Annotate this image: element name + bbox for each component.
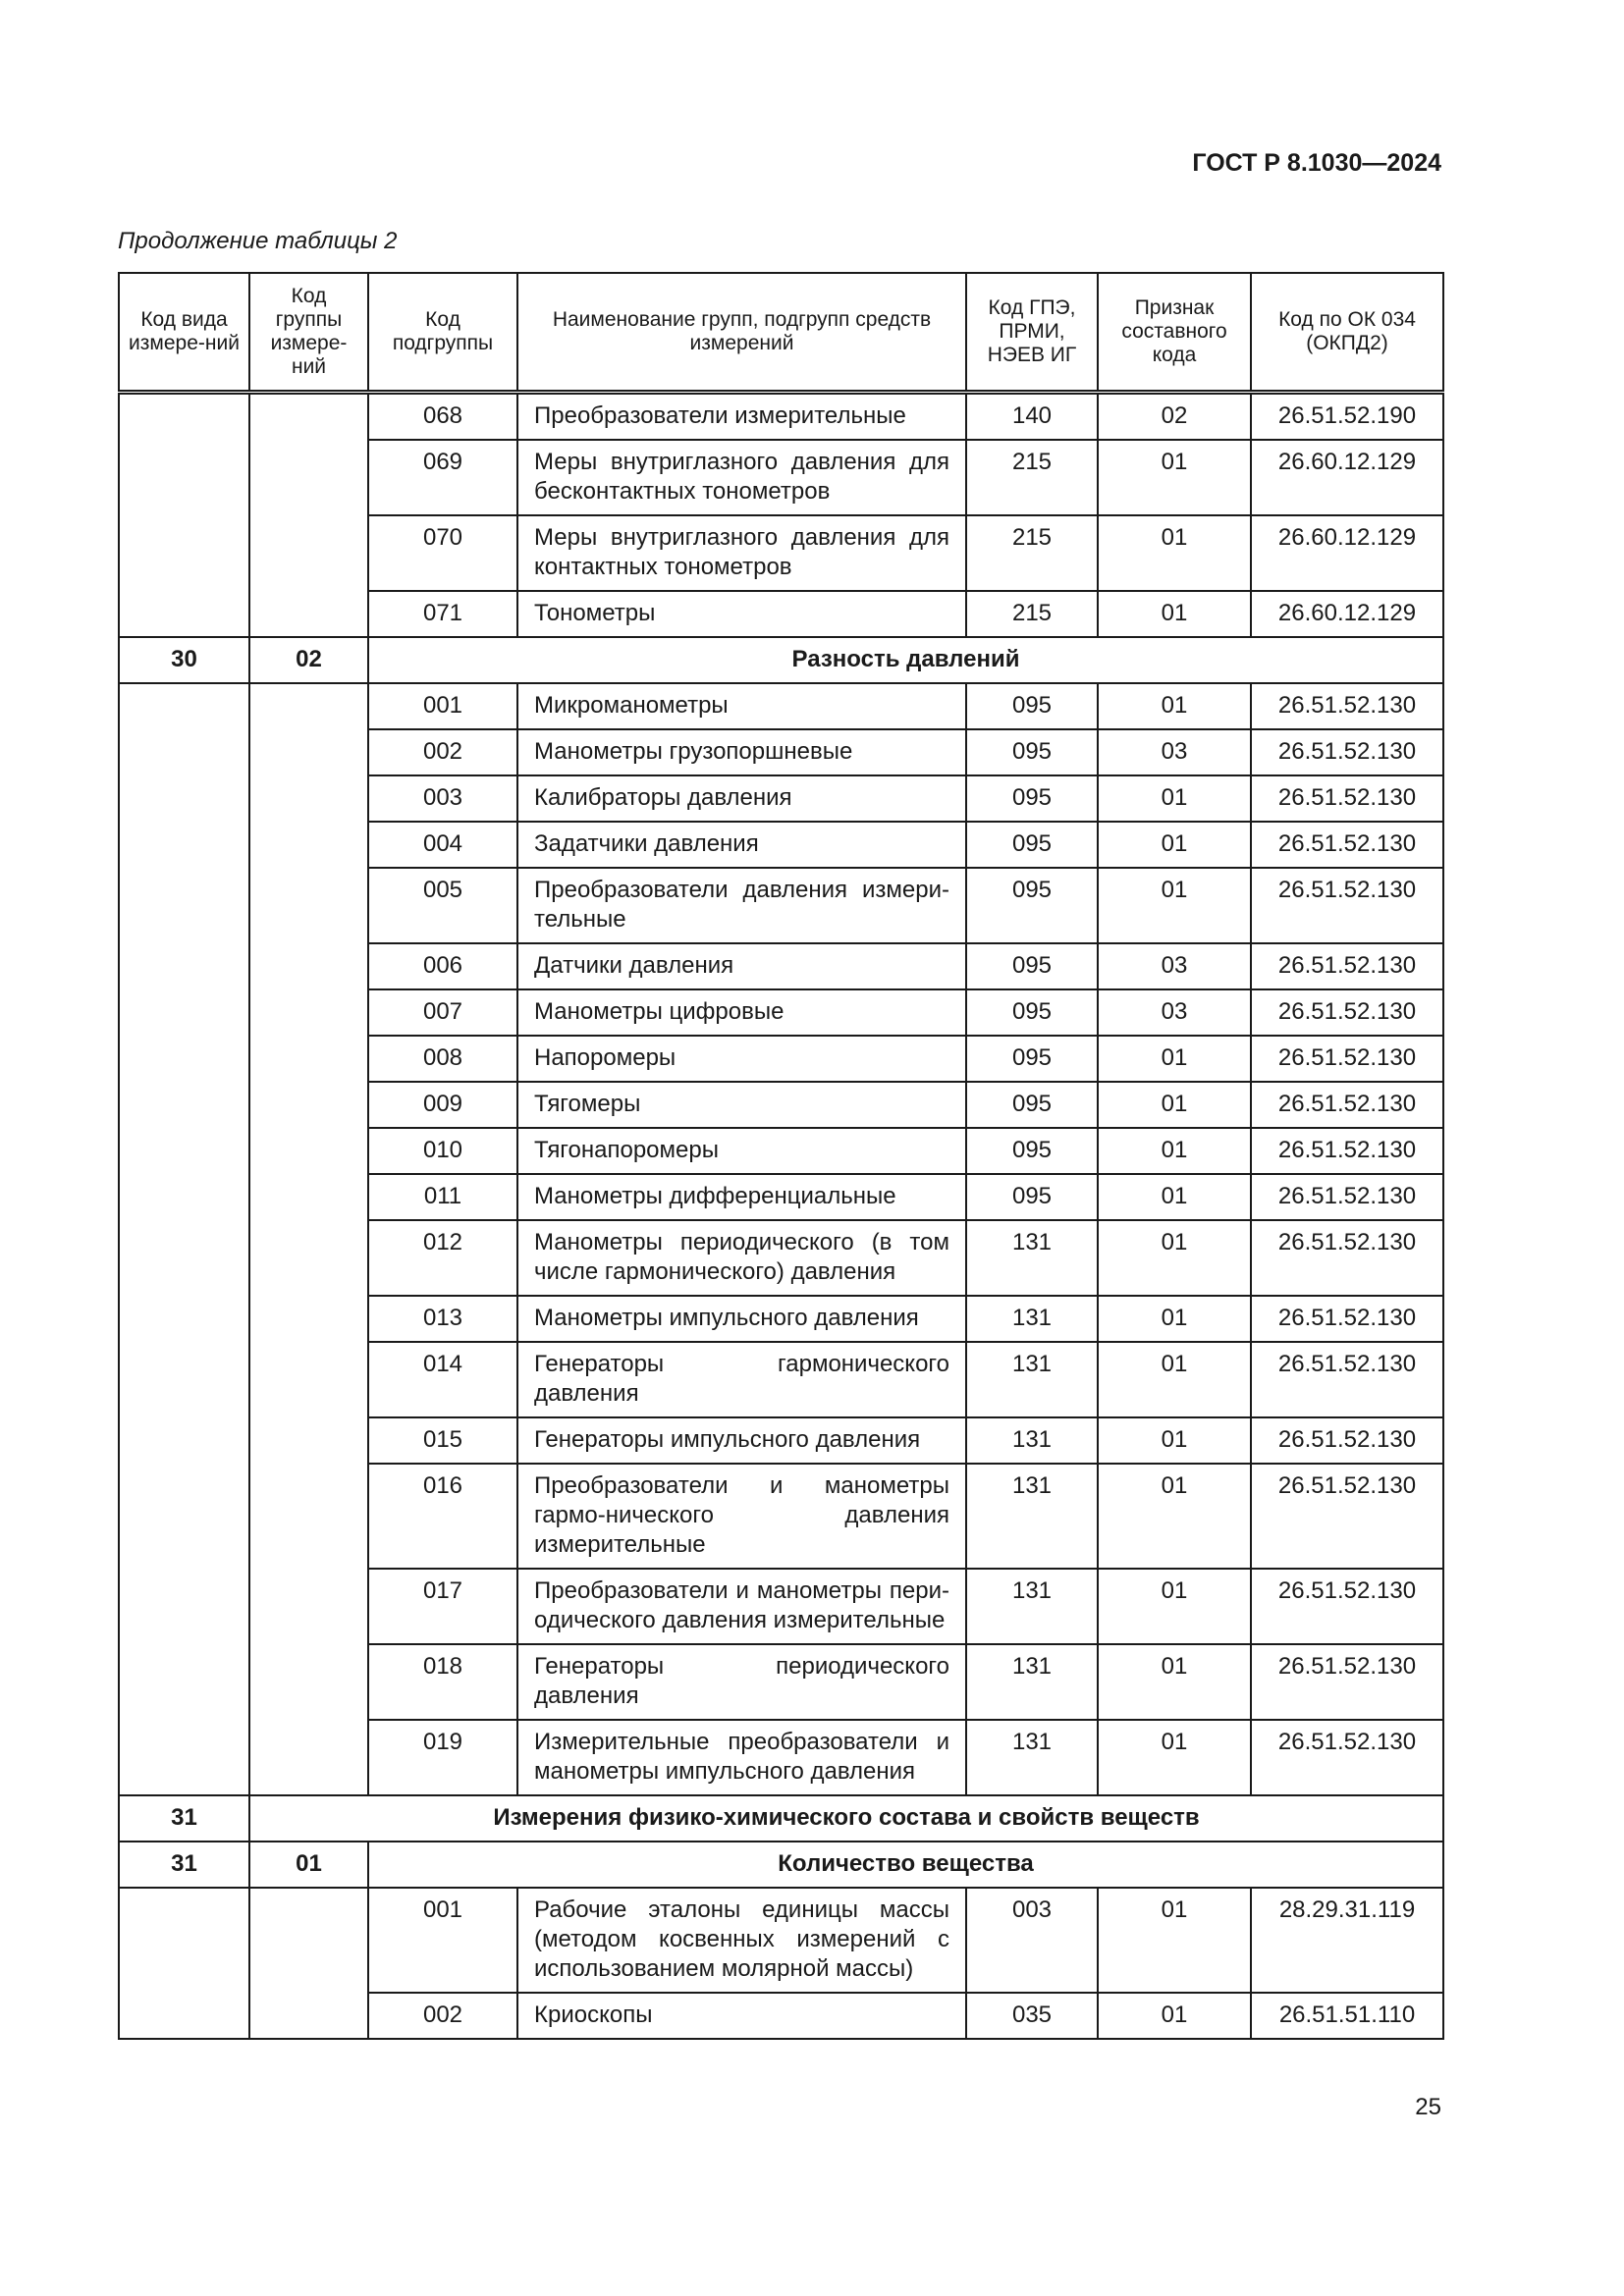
- subgroup-code-cell: 011: [368, 1174, 517, 1220]
- composite-sign-cell: 01: [1098, 591, 1251, 637]
- okpd2-code-cell: 26.60.12.129: [1251, 515, 1443, 591]
- composite-sign-cell: 01: [1098, 1417, 1251, 1464]
- gpe-code-cell: 215: [966, 591, 1098, 637]
- table-caption: Продолжение таблицы 2: [118, 228, 398, 254]
- okpd2-code-cell: 26.51.52.130: [1251, 1644, 1443, 1720]
- okpd2-code-cell: 26.51.52.130: [1251, 1569, 1443, 1644]
- composite-sign-cell: 01: [1098, 1296, 1251, 1342]
- composite-sign-cell: 03: [1098, 989, 1251, 1036]
- section-group-code: 01: [249, 1842, 368, 1888]
- subgroup-code-cell: 004: [368, 822, 517, 868]
- section-title: Разность давлений: [368, 637, 1443, 683]
- subgroup-code-cell: 007: [368, 989, 517, 1036]
- item-name-cell: Манометры грузопоршневые: [517, 729, 966, 775]
- composite-sign-cell: 01: [1098, 1082, 1251, 1128]
- item-name-cell: Генераторы импульсного давления: [517, 1417, 966, 1464]
- gpe-code-cell: 095: [966, 943, 1098, 989]
- gpe-code-cell: 095: [966, 729, 1098, 775]
- item-name-cell: Генераторы периодического давления: [517, 1644, 966, 1720]
- item-name-cell: Тонометры: [517, 591, 966, 637]
- subgroup-code-cell: 068: [368, 393, 517, 441]
- section-row: [119, 637, 1443, 683]
- subgroup-code-cell: 006: [368, 943, 517, 989]
- blank-group-cell: [249, 393, 368, 638]
- subgroup-code-cell: 019: [368, 1720, 517, 1795]
- header-kind-code: Код вида измере-ний: [119, 273, 249, 393]
- section-title: Количество вещества: [368, 1842, 1443, 1888]
- subgroup-code-cell: 001: [368, 1888, 517, 1993]
- block-3: [119, 1888, 1443, 2039]
- header-composite-sign: Признак составного кода: [1098, 273, 1251, 393]
- gpe-code-cell: 131: [966, 1720, 1098, 1795]
- okpd2-code-cell: 26.60.12.129: [1251, 440, 1443, 515]
- okpd2-code-cell: 26.51.52.190: [1251, 393, 1443, 441]
- section-row: [119, 1795, 1443, 1842]
- subgroup-code-cell: 010: [368, 1128, 517, 1174]
- blank-kind-cell: [119, 683, 249, 1795]
- blank-kind-cell: [119, 393, 249, 638]
- section-kind-code: 30: [119, 637, 249, 683]
- gpe-code-cell: 140: [966, 393, 1098, 441]
- composite-sign-cell: 01: [1098, 822, 1251, 868]
- item-name-cell: Микроманометры: [517, 683, 966, 729]
- gpe-code-cell: 095: [966, 822, 1098, 868]
- item-name-cell: Тягомеры: [517, 1082, 966, 1128]
- gpe-code-cell: 131: [966, 1464, 1098, 1569]
- gpe-code-cell: 131: [966, 1296, 1098, 1342]
- item-name-cell: Манометры цифровые: [517, 989, 966, 1036]
- okpd2-code-cell: 26.51.52.130: [1251, 729, 1443, 775]
- item-name-cell: Меры внутриглазного давления для контактных тонометров: [517, 515, 966, 591]
- okpd2-code-cell: 26.51.52.130: [1251, 1464, 1443, 1569]
- item-name-cell: Генераторы гармонического давления: [517, 1342, 966, 1417]
- gpe-code-cell: 035: [966, 1993, 1098, 2039]
- item-name-cell: Манометры импульсного давления: [517, 1296, 966, 1342]
- composite-sign-cell: 03: [1098, 729, 1251, 775]
- composite-sign-cell: 01: [1098, 1220, 1251, 1296]
- item-name-cell: Преобразователи и манометры пери-одического давления измерительные: [517, 1569, 966, 1644]
- okpd2-code-cell: 26.51.52.130: [1251, 1417, 1443, 1464]
- header-gpe-code: Код ГПЭ, ПРМИ, НЭЕВ ИГ: [966, 273, 1098, 393]
- item-name-cell: Преобразователи измерительные: [517, 393, 966, 441]
- okpd2-code-cell: 26.51.52.130: [1251, 683, 1443, 729]
- subgroup-code-cell: 012: [368, 1220, 517, 1296]
- composite-sign-cell: 01: [1098, 1128, 1251, 1174]
- composite-sign-cell: 01: [1098, 868, 1251, 943]
- gpe-code-cell: 095: [966, 989, 1098, 1036]
- subgroup-code-cell: 003: [368, 775, 517, 822]
- okpd2-code-cell: 26.51.52.130: [1251, 1720, 1443, 1795]
- item-name-cell: Датчики давления: [517, 943, 966, 989]
- header-subgroup-code: Код подгруппы: [368, 273, 517, 393]
- section-group-code: 02: [249, 637, 368, 683]
- composite-sign-cell: 01: [1098, 1888, 1251, 1993]
- composite-sign-cell: 01: [1098, 775, 1251, 822]
- section-physchem: [119, 1795, 1443, 1888]
- okpd2-code-cell: 26.51.51.110: [1251, 1993, 1443, 2039]
- composite-sign-cell: 01: [1098, 683, 1251, 729]
- composite-sign-cell: 01: [1098, 1036, 1251, 1082]
- subgroup-code-cell: 015: [368, 1417, 517, 1464]
- header-name: Наименование групп, подгрупп средств измерений: [517, 273, 966, 393]
- item-name-cell: Измерительные преобразователи и манометры импульсного давления: [517, 1720, 966, 1795]
- okpd2-code-cell: 26.51.52.130: [1251, 868, 1443, 943]
- table-row: [119, 393, 1443, 441]
- table-row: [119, 683, 1443, 729]
- gpe-code-cell: 095: [966, 1174, 1098, 1220]
- gpe-code-cell: 095: [966, 1036, 1098, 1082]
- subgroup-code-cell: 002: [368, 729, 517, 775]
- subgroup-code-cell: 017: [368, 1569, 517, 1644]
- okpd2-code-cell: 26.51.52.130: [1251, 1036, 1443, 1082]
- item-name-cell: Задатчики давления: [517, 822, 966, 868]
- gpe-code-cell: 095: [966, 775, 1098, 822]
- subgroup-code-cell: 014: [368, 1342, 517, 1417]
- okpd2-code-cell: 26.51.52.130: [1251, 1082, 1443, 1128]
- okpd2-code-cell: 26.51.52.130: [1251, 822, 1443, 868]
- gpe-code-cell: 003: [966, 1888, 1098, 1993]
- composite-sign-cell: 01: [1098, 440, 1251, 515]
- subgroup-code-cell: 016: [368, 1464, 517, 1569]
- item-name-cell: Манометры периодического (в том числе гармонического) давления: [517, 1220, 966, 1296]
- block-2: [119, 683, 1443, 1795]
- subgroup-code-cell: 018: [368, 1644, 517, 1720]
- section-row: [119, 1842, 1443, 1888]
- subgroup-code-cell: 001: [368, 683, 517, 729]
- composite-sign-cell: 01: [1098, 1464, 1251, 1569]
- okpd2-code-cell: 26.51.52.130: [1251, 943, 1443, 989]
- item-name-cell: Меры внутриглазного давления для бесконтактных тонометров: [517, 440, 966, 515]
- composite-sign-cell: 01: [1098, 1569, 1251, 1644]
- codes-table: [118, 272, 1444, 2040]
- header-group-code: Код группы измере-ний: [249, 273, 368, 393]
- composite-sign-cell: 01: [1098, 1342, 1251, 1417]
- subgroup-code-cell: 071: [368, 591, 517, 637]
- okpd2-code-cell: 26.51.52.130: [1251, 1342, 1443, 1417]
- gpe-code-cell: 131: [966, 1220, 1098, 1296]
- okpd2-code-cell: 26.51.52.130: [1251, 775, 1443, 822]
- gpe-code-cell: 131: [966, 1644, 1098, 1720]
- table-row: [119, 1888, 1443, 1993]
- gpe-code-cell: 095: [966, 1082, 1098, 1128]
- item-name-cell: Тягонапоромеры: [517, 1128, 966, 1174]
- subgroup-code-cell: 009: [368, 1082, 517, 1128]
- section-pressure-difference: [119, 637, 1443, 683]
- item-name-cell: Напоромеры: [517, 1036, 966, 1082]
- subgroup-code-cell: 008: [368, 1036, 517, 1082]
- item-name-cell: Калибраторы давления: [517, 775, 966, 822]
- table-header-row: [119, 273, 1443, 393]
- gpe-code-cell: 095: [966, 683, 1098, 729]
- subgroup-code-cell: 013: [368, 1296, 517, 1342]
- section-title: Измерения физико-химического состава и свойств веществ: [249, 1795, 1443, 1842]
- gpe-code-cell: 131: [966, 1417, 1098, 1464]
- item-name-cell: Преобразователи и манометры гармо-нического давления измерительные: [517, 1464, 966, 1569]
- document-standard-number: ГОСТ Р 8.1030—2024: [1192, 149, 1441, 177]
- gpe-code-cell: 131: [966, 1342, 1098, 1417]
- composite-sign-cell: 01: [1098, 1993, 1251, 2039]
- section-kind-code: 31: [119, 1795, 249, 1842]
- okpd2-code-cell: 26.51.52.130: [1251, 1296, 1443, 1342]
- page-number: 25: [1415, 2094, 1441, 2120]
- blank-kind-cell: [119, 1888, 249, 2039]
- gpe-code-cell: 095: [966, 1128, 1098, 1174]
- okpd2-code-cell: 26.51.52.130: [1251, 1128, 1443, 1174]
- composite-sign-cell: 03: [1098, 943, 1251, 989]
- okpd2-code-cell: 26.51.52.130: [1251, 1220, 1443, 1296]
- gpe-code-cell: 131: [966, 1569, 1098, 1644]
- gpe-code-cell: 215: [966, 440, 1098, 515]
- item-name-cell: Преобразователи давления измери-тельные: [517, 868, 966, 943]
- composite-sign-cell: 02: [1098, 393, 1251, 441]
- okpd2-code-cell: 26.51.52.130: [1251, 1174, 1443, 1220]
- blank-group-cell: [249, 683, 368, 1795]
- subgroup-code-cell: 070: [368, 515, 517, 591]
- subgroup-code-cell: 005: [368, 868, 517, 943]
- section-kind-code: 31: [119, 1842, 249, 1888]
- item-name-cell: Рабочие эталоны единицы массы (методом косвенных измерений с использованием молярной массы): [517, 1888, 966, 1993]
- okpd2-code-cell: 26.60.12.129: [1251, 591, 1443, 637]
- subgroup-code-cell: 002: [368, 1993, 517, 2039]
- okpd2-code-cell: 28.29.31.119: [1251, 1888, 1443, 1993]
- blank-group-cell: [249, 1888, 368, 2039]
- item-name-cell: Манометры дифференциальные: [517, 1174, 966, 1220]
- block-1: [119, 393, 1443, 638]
- subgroup-code-cell: 069: [368, 440, 517, 515]
- composite-sign-cell: 01: [1098, 1174, 1251, 1220]
- composite-sign-cell: 01: [1098, 1644, 1251, 1720]
- okpd2-code-cell: 26.51.52.130: [1251, 989, 1443, 1036]
- gpe-code-cell: 095: [966, 868, 1098, 943]
- item-name-cell: Криоскопы: [517, 1993, 966, 2039]
- composite-sign-cell: 01: [1098, 1720, 1251, 1795]
- gpe-code-cell: 215: [966, 515, 1098, 591]
- header-okpd2-code: Код по ОК 034 (ОКПД2): [1251, 273, 1443, 393]
- composite-sign-cell: 01: [1098, 515, 1251, 591]
